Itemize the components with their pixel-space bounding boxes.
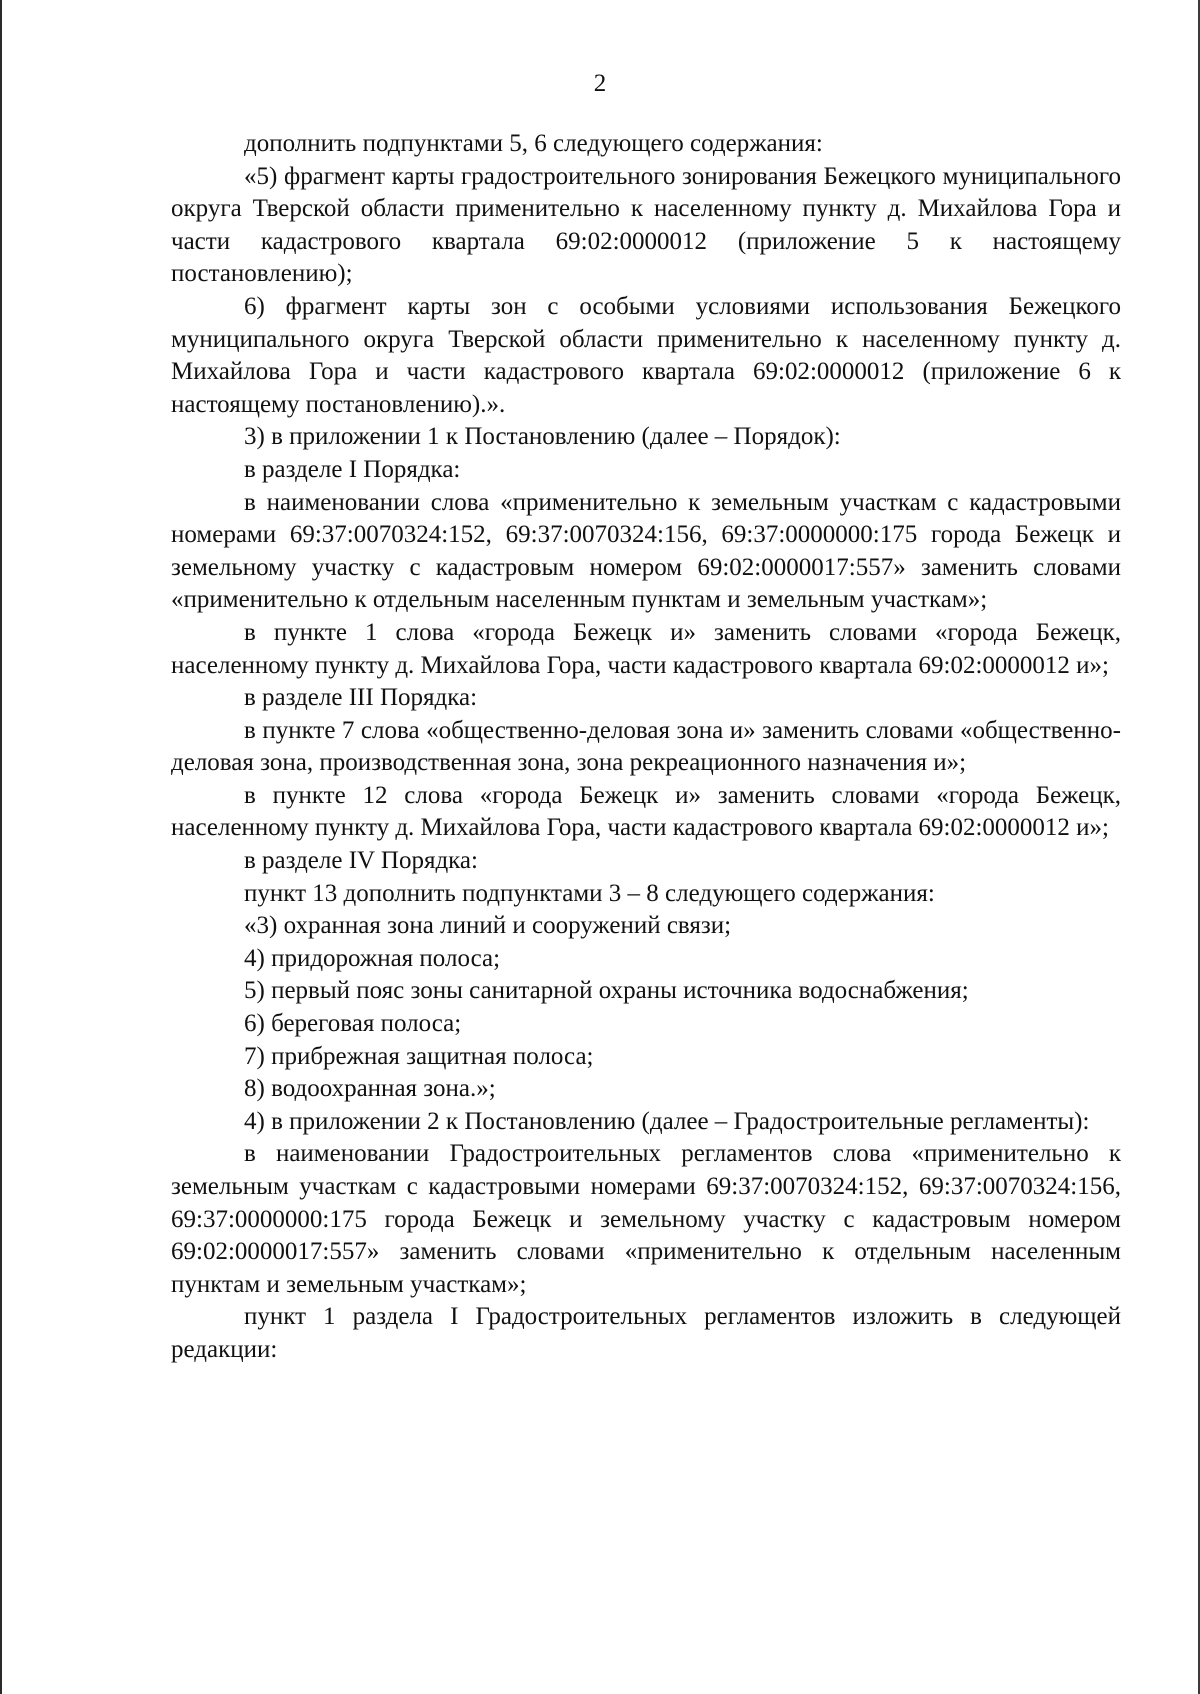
paragraph: дополнить подпунктами 5, 6 следующего содержания: <box>244 130 823 157</box>
paragraph: «3) охранная зона линий и сооружений связи; <box>244 912 732 940</box>
paragraph: в разделе III Порядка: <box>244 684 478 712</box>
scan-edge-left <box>0 0 2 1694</box>
paragraph: 4) в приложении 2 к Постановлению (далее – Градостроительные регламенты): <box>244 1107 1090 1135</box>
paragraph: в пункте 12 слова «города Бежецк и» заменить словами «города Бежецк, населенному пункту д. Михайлова Гора, части кадастрового квартала 69:02:0000012 и»; <box>171 781 1121 842</box>
paragraph: пункт 13 дополнить подпунктами 3 – 8 следующего содержания: <box>244 879 935 907</box>
document-body <box>171 128 1121 1367</box>
paragraph: 6) береговая полоса; <box>244 1010 462 1038</box>
page-number: 2 <box>593 70 607 97</box>
paragraph: 6) фрагмент карты зон с особыми условиями использования Бежецкого муниципального округа Тверской области применительно к населенному пункту д. Михайлова Гора и части кадастрового квартала 69:02:0000012 (приложение 6 к настоящему постановлению).». <box>171 292 1121 418</box>
paragraph: 3) в приложении 1 к Постановлению (далее – Порядок): <box>244 423 841 451</box>
paragraph: 4) придорожная полоса; <box>244 944 501 972</box>
paragraph: в разделе IV Порядка: <box>244 847 478 875</box>
paragraph: пункт 1 раздела I Градостроительных регламентов изложить в следующей редакции: <box>171 1303 1121 1363</box>
paragraph: в разделе I Порядка: <box>244 455 461 483</box>
paragraph: в пункте 1 слова «города Бежецк и» заменить словами «города Бежецк, населенному пункту д. Михайлова Гора, части кадастрового квартала 69:02:0000012 и»; <box>171 618 1121 679</box>
paragraph: в пункте 7 слова «общественно-деловая зона и» заменить словами «общественно-деловая зона, производственная зона, зона рекреационного назначения и»; <box>171 716 1121 777</box>
paragraph: 7) прибрежная защитная полоса; <box>244 1042 594 1070</box>
paragraph: 5) первый пояс зоны санитарной охраны источника водоснабжения; <box>244 977 969 1005</box>
paragraph: 8) водоохранная зона.»; <box>244 1075 496 1103</box>
paragraph: в наименовании слова «применительно к земельным участкам с кадастровыми номерами 69:37:0070324:152, 69:37:0070324:156, 69:37:0000000:175 города Бежецк и земельному участку с кадастровым номером 69:02:0000017:557» заменить словами «применительно к отдельным населенным пунктам и земельным участкам»; <box>171 488 1121 614</box>
paragraph: в наименовании Градостроительных регламентов слова «применительно к земельным участкам с кадастровыми номерами 69:37:0070324:152, 69:37:0070324:156, 69:37:0000000:175 города Бежецк и земельному участку с кадастровым номером 69:02:0000017:557» заменить словами «применительно к отдельным населенным пунктам и земельным участкам»; <box>171 1140 1121 1298</box>
paragraph: «5) фрагмент карты градостроительного зонирования Бежецкого муниципального округа Тверской области применительно к населенному пункту д. Михайлова Гора и части кадастрового квартала 69:02:0000012 (приложение 5 к настоящему постановлению); <box>171 162 1121 288</box>
